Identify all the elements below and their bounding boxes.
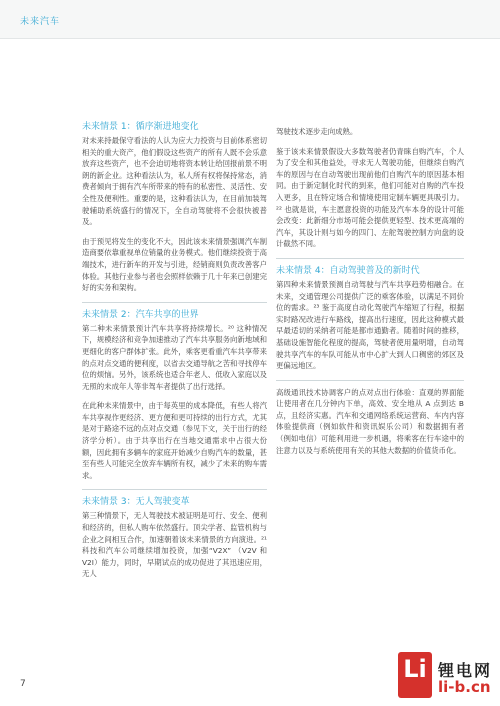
- watermark-logo: [398, 652, 500, 706]
- scenario-3-paragraph-2: 鉴于该未来情景假设大多数驾驶者仍青睐自购汽车，个人为了安全和其他益处，寻求无人驾驶功能，但继续自购汽车的原因与在自动驾驶出现前他们自购汽车的原因基本相同。由于新定制化时代的到来，他们可能对自购的汽车投入更多，且在特定场合和情境使用定制车辆更具吸引力。²² 也就是说，车主愿意投资的功能及汽车本身的设计可能会改变：此新细分市场可能会提供更轻型、技术更高端的汽车，其设计则与如今的四门、左舵驾驶控制方向盘的设计截然不同。: [276, 146, 464, 249]
- scenario-1-paragraph-1: 对未来持最保守看法的人认为应大力投资与目前体系密切相关的重大资产，他们假设这些资产的所有人既不会乐意放弃这些资产，也不会迫切地将资本转让给回报前景不明朗的新企业。这种看法认为，私人所有权将保持常态，消费者倾向于拥有汽车所带来的特有的私密性、灵活性、安全性及便利性。重要的是，这种看法认为，在目前加装驾驶辅助系统盛行的情况下，全自动驾驶将不会很快被普及。: [82, 136, 267, 227]
- scenario-3-paragraph-1: 第三种情景下，无人驾驶技术被证明是可行、安全、便利和经济的，但私人购车依然盛行。顶尖学者、监管机构与企业之间相互合作，加速朝着该未来情景的方向演进。²¹ 科技和汽车公司继续增加投资，加强“V2X” （V2V 和 V2I）能力，同时，早期试点的成功促进了其迅速应用，无人: [82, 511, 267, 579]
- scenario-2-paragraph-1: 第二种未来情景预计汽车共享将持续增长。²⁰ 这种情况下，规模经济和竞争加速推动了汽车共享服务向新地域和更细化的客户群体扩张。此外，乘客更看重汽车共享带来的点对点交通的便利度，以省去交通导航之苦和寻找停车位的烦恼。另外，该系统也适合年老人、低收入家庭以及无照的未成年人等非驾车者提供了出行选择。: [82, 323, 267, 391]
- page-header: [0, 0, 500, 39]
- scenario-3-continuation: 驾驶技术逐步走向成熟。: [276, 127, 358, 136]
- page-number: 7: [20, 679, 26, 689]
- scenario-2-title: 未来情景 2：汽车共享的世界: [82, 309, 199, 320]
- scenario-4-title: 未来情景 4：自动驾驶普及的新时代: [276, 265, 420, 276]
- watermark-badge: [398, 652, 432, 698]
- section-divider: [82, 302, 267, 303]
- section-divider: [276, 380, 464, 381]
- watermark-domain: li-b.cn: [438, 678, 491, 696]
- right-column: [276, 126, 464, 464]
- header-title: 未来汽车: [20, 17, 61, 27]
- section-divider: [276, 258, 464, 259]
- scenario-4-paragraph-2: 高级通讯技术协调客户的点对点出行体验：直观的界面能让使用者在几分钟内下单，高效、安全地从 A 点到达 B 点，且经济实惠。汽车和交通网络系统运营商、车内内容体验提供商（例如软件和资讯娱乐公司）和数据拥有者（例如电信）可能利用进一步机遇，将乘客在行车途中的注意力以及与系统使用有关的其他大数据的价值货币化。: [276, 387, 464, 455]
- watermark-letters: Li: [403, 655, 427, 683]
- scenario-3-title: 未来情景 3：无人驾驶变革: [82, 497, 190, 508]
- left-column: [82, 121, 267, 584]
- scenario-1-paragraph-2: 由于预见将发生的变化不大，因此该未来情景强调汽车制造商要依靠重视单位销量的业务模式。他们继续投资于高端技术，进行新车的开发与引进，经销商则负责改善客户体验。其他行业参与者也会照样依赖于几十年来已创建完好的实务和架构。: [82, 236, 267, 293]
- watermark-chinese-name: 锂电网: [438, 661, 493, 680]
- scenario-4-paragraph-1: 第四种未来情景预测自动驾驶与汽车共享趋势相融合。在未来，交通管理公司提供广泛的乘客体验，以满足不同价位的需求。²³ 鉴于高度自动化驾驶汽车缩短了行程，根据实时路况改进行车路线，提高出行速度，因此这种模式最早最适切的采纳者可能是都市通勤者。随着时间的推移，基础设施智能化程度的提高，驾驶者使用量明增，自动驾驶共享汽车的车队可能从市中心扩大到人口稠密的郊区及更偏远地区。: [276, 279, 464, 371]
- scenario-1-title: 未来情景 1：循序渐进地变化: [82, 122, 199, 132]
- section-divider: [82, 489, 267, 490]
- scenario-2-paragraph-2: 在此种未来情景中，由于每英里的成本降低，有些人将汽车共享视作更经济、更方便和更可持续的出行方式，尤其是对于路途不远的点对点交通（参见下文，关于出行的经济学分析）。由于共享出行在当地交通需求中占很大份额，因此拥有多辆车的家庭开始减少自购汽车的数量，甚至有些人可能完全放弃车辆所有权，减少了未来的购车需求。: [82, 401, 267, 480]
